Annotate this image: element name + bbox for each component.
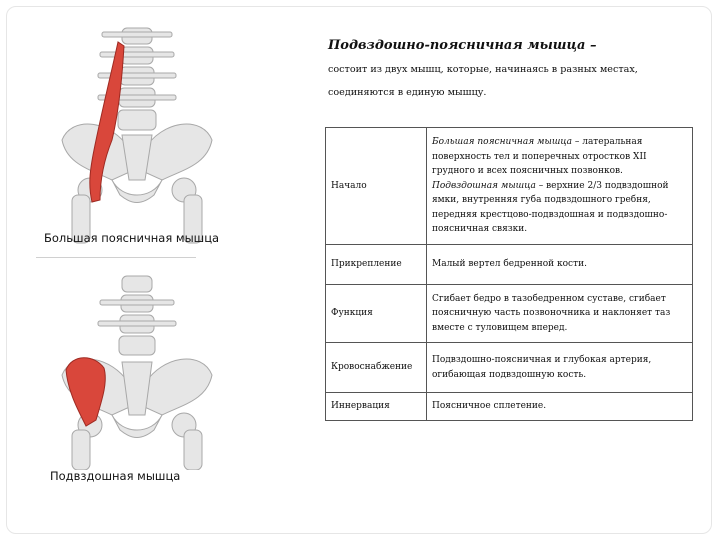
psoas-major-caption: Большая поясничная мышца [44, 231, 220, 245]
table-row [326, 343, 693, 393]
psoas-origin-text: – латеральная поверхность тел и поперечных отростков XII грудного и всех поясничных позвонков. [432, 137, 647, 177]
row-key: Начало [326, 128, 427, 245]
spine [98, 276, 176, 355]
iliacus-muscle [66, 358, 105, 426]
table-row [326, 245, 693, 285]
row-value: Поясничное сплетение. [427, 393, 693, 421]
psoas-label: Большая поясничная мышца [432, 137, 572, 148]
row-key: Функция [326, 285, 427, 343]
iliacus-illustration [42, 270, 232, 470]
intro-text: состоит из двух мышц, которые, начинаясь в разных местах, соединяются в единую мышцу. [328, 64, 638, 98]
row-key: Кровоснабжение [326, 343, 427, 393]
row-value: Сгибает бедро в тазобедренном суставе, сгибает поясничную часть позвоночника и наклоняет таз вместе с туловищем вперед. [427, 285, 693, 343]
table-row [326, 285, 693, 343]
psoas-major-illustration [42, 20, 232, 245]
pelvis [62, 124, 212, 243]
slide-title: Подвздошно-поясничная мышца – [328, 38, 597, 53]
row-key: Иннервация [326, 393, 427, 421]
caption-divider [36, 257, 196, 258]
muscle-info-table [325, 127, 693, 421]
table-row [326, 128, 693, 245]
iliacus-origin-text: – верхние 2/3 подвздошной ямки, внутренняя губа подвздошного гребня, передняя крестцово-подвздошная и подвздошно-поясничная связки. [432, 180, 669, 235]
row-value: Малый вертел бедренной кости. [427, 245, 693, 285]
iliacus-label: Подвздошная мышца [432, 180, 536, 191]
iliacus-caption: Подвздошная мышца [50, 469, 181, 483]
row-key: Прикрепление [326, 245, 427, 285]
table-row [326, 393, 693, 421]
row-value: Подвздошно-поясничная и глубокая артерия, огибающая подвздошную кость. [427, 343, 693, 393]
row-value [427, 128, 693, 245]
